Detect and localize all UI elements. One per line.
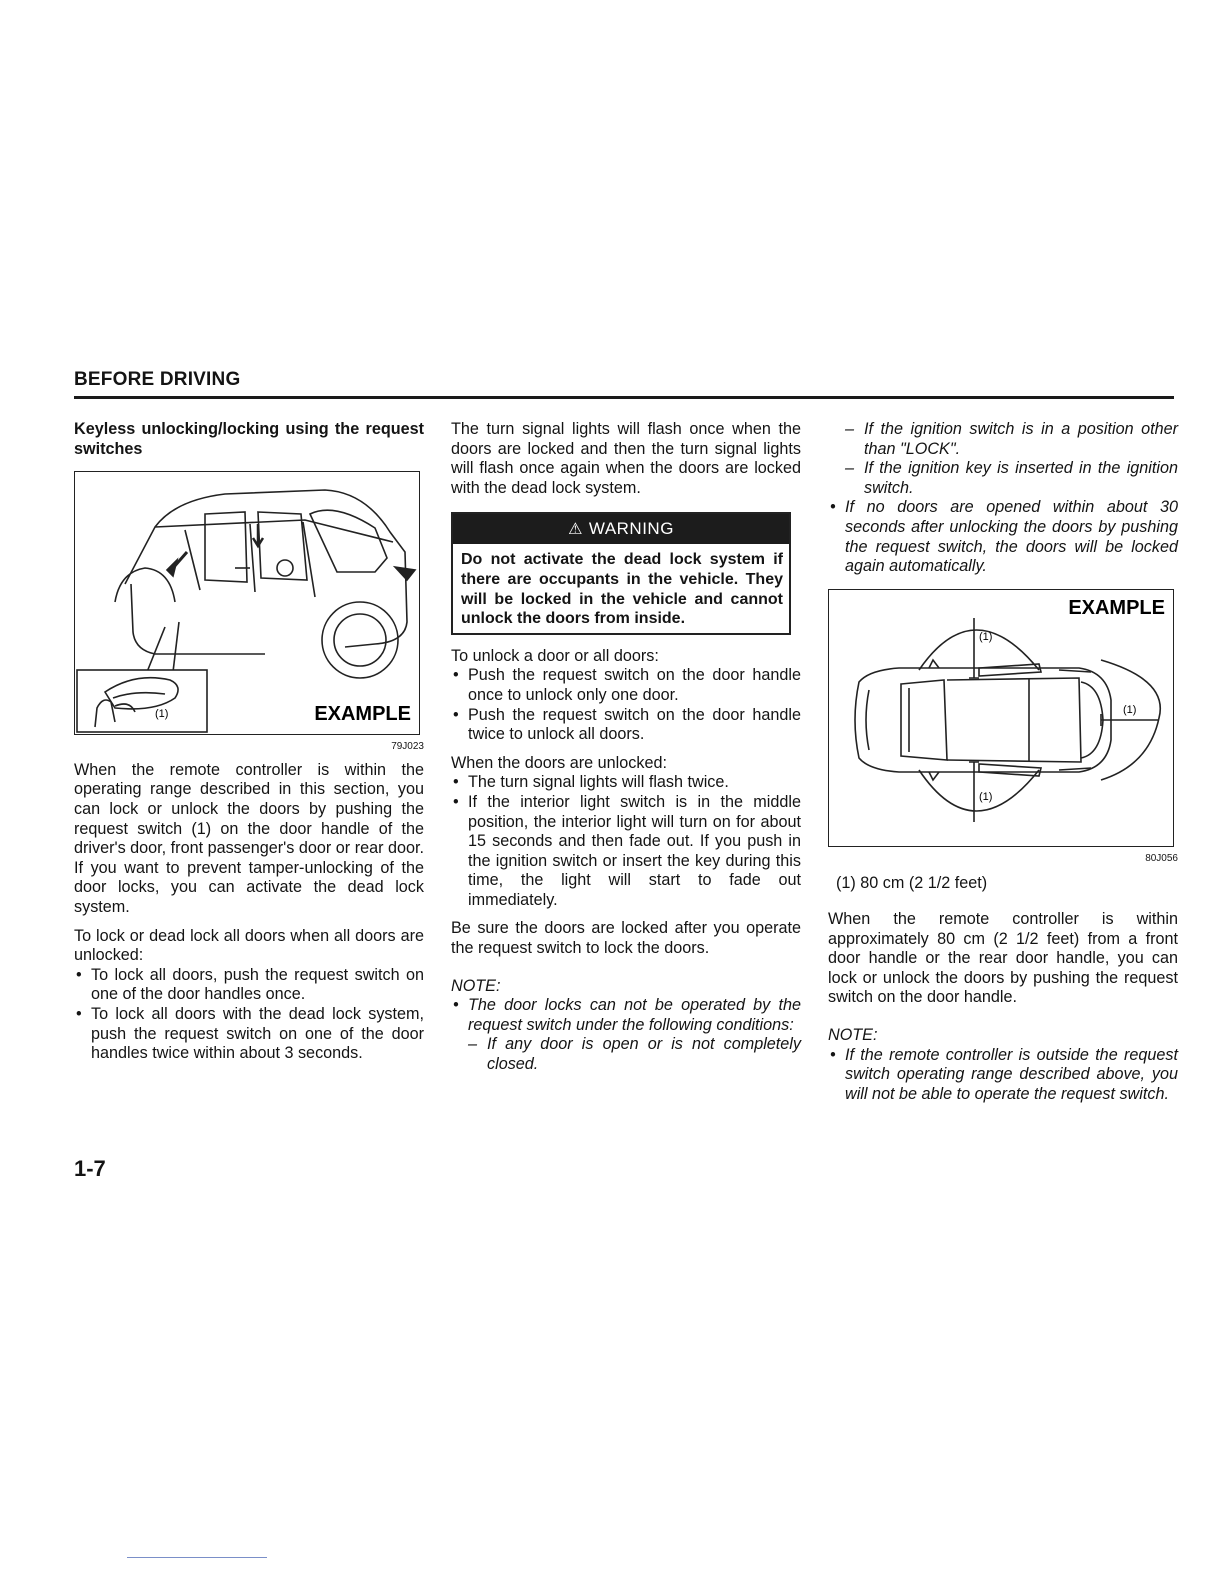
- door-handle-figure: [74, 471, 420, 735]
- figure-code: 79J023: [391, 741, 424, 753]
- bullet-list: [451, 773, 801, 910]
- paragraph: Be sure the doors are locked after you operate the request switch to lock the doors.: [451, 919, 801, 958]
- car-top-view-range-illustration: [829, 590, 1173, 846]
- list-item: • The door locks can not be operated by the request switch under the following conditions:: [451, 996, 801, 1035]
- list-item: – If the ignition key is inserted in the ignition switch.: [828, 459, 1178, 498]
- footer-line: [127, 1557, 267, 1558]
- column-1: [74, 420, 424, 1073]
- paragraph: When the remote controller is within the operating range described in this section, you can lock or unlock the doors by pushing the request switch (1) on the door handle of the driver's door, front passenger's door or rear door. If you want to prevent tamper-unlocking of the door locks, you can activate the dead lock system.: [74, 760, 424, 916]
- column-3: [828, 420, 1178, 1113]
- figure-callout: (1): [1123, 703, 1137, 716]
- note-label: NOTE:: [451, 976, 501, 995]
- figure-callout: (1): [979, 630, 993, 643]
- note-list: [828, 1046, 1178, 1105]
- note-list-continued: [828, 420, 1178, 577]
- figure-code: 80J056: [1145, 852, 1178, 864]
- list-item: – If any door is open or is not completely closed.: [451, 1035, 801, 1074]
- list-item: • To lock all doors with the dead lock system, push the request switch on one of the door handles twice within about 3 seconds.: [74, 1005, 424, 1064]
- list-item: – If the ignition switch is in a position other than "LOCK".: [828, 420, 1178, 459]
- figure-example-label: EXAMPLE: [1068, 596, 1165, 619]
- paragraph: When the doors are unlocked:: [451, 753, 667, 772]
- list-item: • If no doors are opened within about 30 seconds after unlocking the doors by pushing the request switch, the doors will be locked again automatically.: [828, 498, 1178, 576]
- list-item: • To lock all doors, push the request switch on one of the door handles once.: [74, 966, 424, 1005]
- warning-header: [453, 514, 789, 544]
- figure-callout: (1): [979, 790, 993, 803]
- warning-box: [451, 512, 791, 634]
- list-item: • If the interior light switch is in the middle position, the interior light will turn on for about 15 seconds and then fade out. If you push in the ignition switch or insert the key during this time, the light will start to fade out immediately.: [451, 793, 801, 911]
- warning-text: Do not activate the dead lock system if there are occupants in the vehicle. They will be locked in the vehicle and cannot unlock the doors from inside.: [461, 551, 783, 628]
- list-item: • Push the request switch on the door handle once to unlock only one door.: [451, 666, 801, 705]
- warning-triangle-icon: ⚠: [568, 521, 583, 539]
- column-2: [451, 420, 801, 1084]
- paragraph: When the remote controller is within approximately 80 cm (2 1/2 feet) from a front door handle or the rear door handle, you can lock or unlock the doors by pushing the request switch on the door handle.: [828, 909, 1178, 1007]
- list-item: • If the remote controller is outside the request switch operating range described above, you will not be able to operate the request switch.: [828, 1046, 1178, 1105]
- bullet-list: [74, 966, 424, 1064]
- page-number: 1-7: [74, 1156, 106, 1181]
- figure-example-label: EXAMPLE: [314, 703, 411, 726]
- warning-title: WARNING: [588, 519, 674, 539]
- section-heading: Keyless unlocking/locking using the request switches: [74, 420, 424, 458]
- car-door-handle-illustration: [75, 472, 419, 734]
- paragraph: To lock or dead lock all doors when all doors are unlocked:: [74, 926, 424, 965]
- paragraph: The turn signal lights will flash once when the doors are locked and then the turn signal lights will flash once again when the doors are locked with the dead lock system.: [451, 420, 801, 497]
- figure-callout: (1): [155, 708, 169, 721]
- list-item: • Push the request switch on the door handle twice to unlock all doors.: [451, 706, 801, 745]
- note-label: NOTE:: [828, 1025, 878, 1044]
- note-list: [451, 996, 801, 1074]
- header-rule: [74, 396, 1174, 399]
- range-figure: [828, 589, 1174, 847]
- list-item: • The turn signal lights will flash twice.: [451, 773, 801, 793]
- paragraph: To unlock a door or all doors:: [451, 646, 659, 665]
- bullet-list: [451, 666, 801, 744]
- section-title: BEFORE DRIVING: [74, 369, 241, 390]
- figure-caption: (1) 80 cm (2 1/2 feet): [836, 874, 988, 893]
